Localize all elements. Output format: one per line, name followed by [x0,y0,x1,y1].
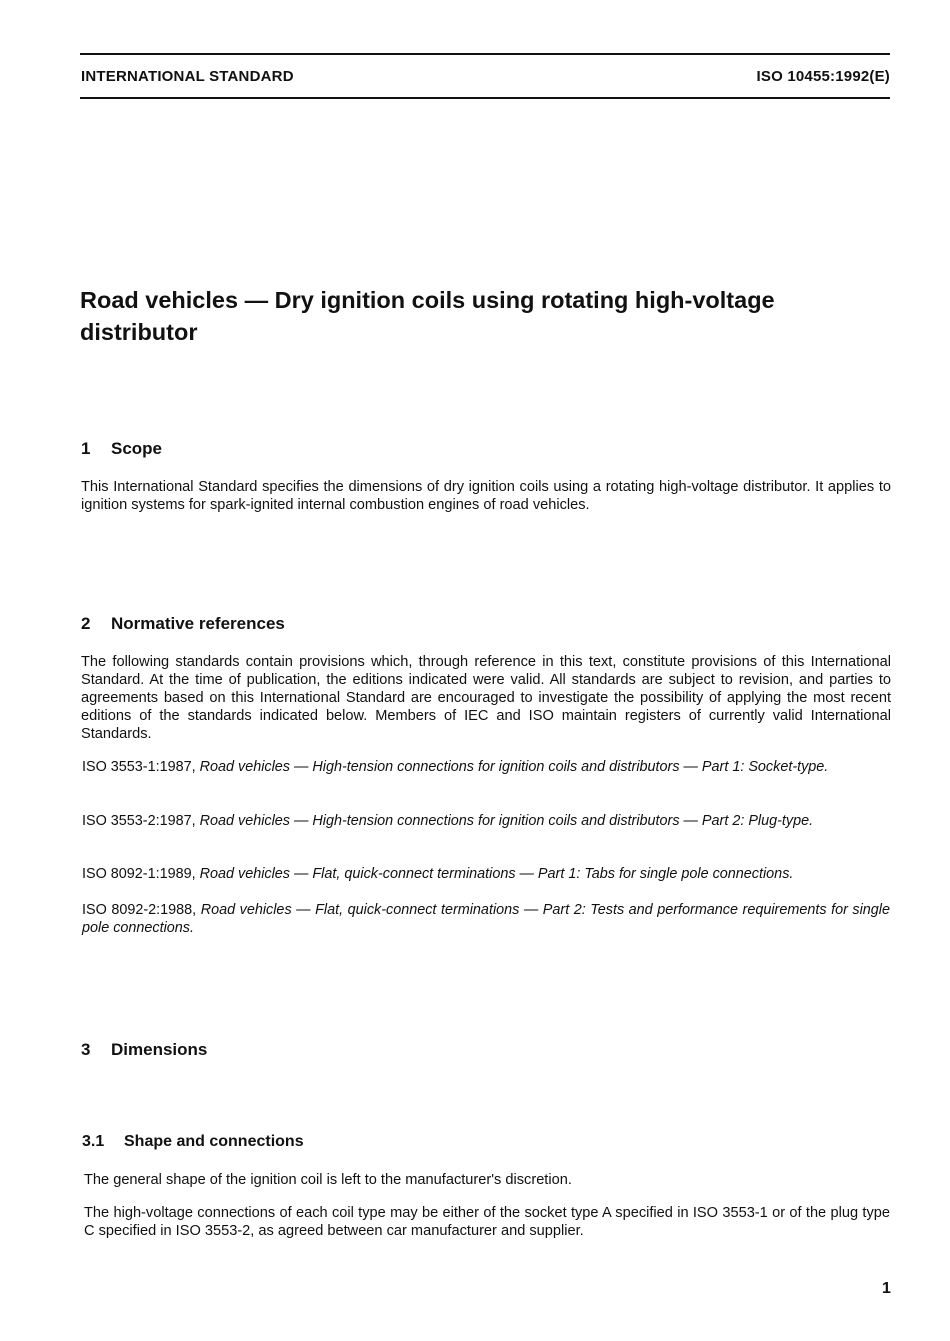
section-heading-normative-references [81,614,285,634]
document-title: Road vehicles — Dry ignition coils using rotating high-voltage distributor [80,287,775,345]
reference-title: Road vehicles — Flat, quick-connect terminations — Part 1: Tabs for single pole connections. [199,866,794,882]
reference-code: ISO 3553-1:1987, [82,759,196,775]
normative-references-paragraph: The following standards contain provisions which, through reference in this text, constitute provisions of this International Standard. At the time of publication, the editions indicated were valid. All standards are subject to revision, and parties to agreements based on this International Standard are encouraged to investigate the possibility of applying the most recent editions of the standards indicated below. Members of IEC and ISO maintain registers of currently valid International Standards. [81,654,891,742]
section-title: Scope [111,439,163,458]
scope-paragraph: This International Standard specifies the dimensions of dry ignition coils using a rotating high-voltage distributor. It applies to ignition systems for spark-ignited internal combustion engines of road vehicles. [81,479,891,513]
reference-item [82,812,890,830]
header-standard-type: INTERNATIONAL STANDARD [81,68,294,85]
reference-title: Road vehicles — Flat, quick-connect terminations — Part 2: Tests and performance requirements for single pole connections. [82,902,890,936]
reference-code: ISO 8092-1:1989, [82,866,196,882]
reference-item [82,901,890,937]
section-number: 2 [81,614,91,633]
reference-code: ISO 8092-2:1988, [82,902,197,918]
section-number: 3 [81,1040,91,1059]
header-document-id: ISO 10455:1992(E) [756,68,890,85]
subsection-number: 3.1 [82,1133,105,1150]
subsection-heading-shape-and-connections [82,1133,304,1151]
section-number: 1 [81,439,91,458]
shape-paragraph-1: The general shape of the ignition coil is left to the manufacturer's discretion. [84,1172,572,1188]
reference-item [82,758,890,776]
section-title: Dimensions [111,1040,208,1059]
section-heading-dimensions [81,1040,207,1060]
page-number: 1 [882,1280,891,1297]
reference-code: ISO 3553-2:1987, [82,813,196,829]
section-heading-scope [81,439,162,459]
section-title: Normative references [111,614,285,633]
reference-title: Road vehicles — High-tension connections for ignition coils and distributors — Part 2: Plug-type. [199,813,814,829]
reference-title: Road vehicles — High-tension connections for ignition coils and distributors — Part 1: Socket-type. [199,759,829,775]
header-bottom-rule [80,97,890,99]
shape-paragraph-2: The high-voltage connections of each coil type may be either of the socket type A specified in ISO 3553-1 or of the plug type C specified in ISO 3553-2, as agreed between car manufacturer and supplier. [84,1205,890,1239]
reference-item [82,865,890,883]
header-top-rule [80,53,890,55]
subsection-title: Shape and connections [124,1133,304,1150]
